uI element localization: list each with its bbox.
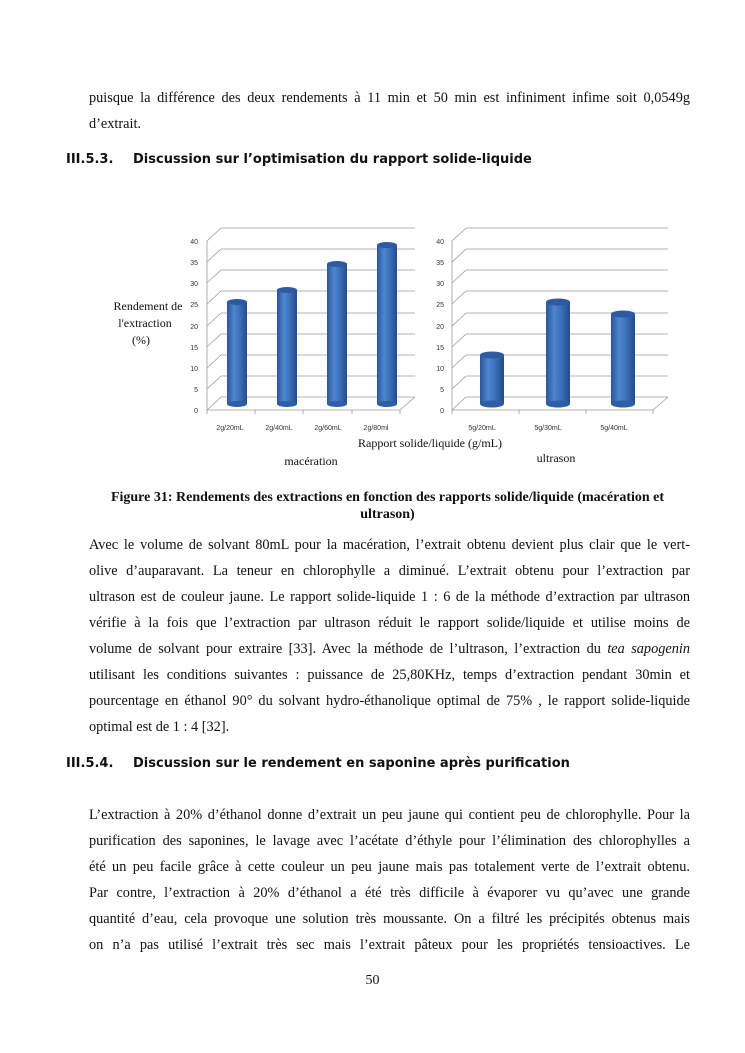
section-number: III.5.3. [66, 152, 114, 167]
caption-line: ultrason) [360, 507, 415, 522]
ultrason-title: ultrason [536, 451, 576, 465]
ultrason-chart [436, 228, 668, 465]
text-line: L’extraction à 20% d’éthanol donne d’extrait un peu jaune qui contient peu de chlorophylle. Pour la [89, 807, 690, 823]
caption-line: Figure 31: Rendements des extractions en fonction des rapports solide/liquide (macération et [110, 490, 665, 505]
section-title: Discussion sur le rendement en saponine après purification [133, 756, 570, 771]
text-line: vérifie à la fois que l’extraction par ultrason réduit le rapport solide/liquide et utilise moins de [89, 615, 690, 631]
y-axis-label-line: (%) [132, 333, 150, 347]
y-tick: 20 [436, 324, 444, 331]
y-tick: 35 [190, 260, 198, 267]
section-heading-354 [66, 756, 570, 771]
y-tick: 20 [190, 324, 198, 331]
y-tick: 30 [190, 281, 198, 288]
x-category: 5g/20mL [468, 425, 496, 432]
maceration-chart [114, 228, 415, 468]
y-axis-label-line: Rendement de [113, 299, 183, 313]
x-category: 2g/80ml [363, 425, 389, 432]
bar-5g-20ml [480, 352, 504, 408]
paragraph-ratio-discussion [89, 532, 690, 740]
y-tick: 25 [436, 302, 444, 309]
x-category: 2g/60mL [314, 425, 342, 432]
text-line: ultrason est de couleur jaune. Le rapport solide-liquide 1 : 6 de la méthode d’extraction par ultrason [89, 589, 690, 605]
x-category: 2g/40mL [265, 425, 293, 432]
bar-5g-40ml [611, 311, 635, 408]
x-category: 5g/30mL [534, 425, 562, 432]
text-line: Par contre, l’extraction à 20% d’éthanol a été très difficile à évaporer vu qu’avec une grande [89, 885, 690, 901]
text-line [89, 636, 690, 662]
text-line: utilisant les conditions suivantes : puissance de 25,80KHz, temps d’extraction pendant 30min et [89, 667, 690, 683]
y-tick: 5 [194, 387, 198, 394]
x-category: 5g/40mL [600, 425, 628, 432]
y-tick: 35 [436, 260, 444, 267]
y-axis-label-line: l'extraction [118, 316, 172, 330]
bar-2g-60ml [327, 261, 347, 407]
paragraph-purification [89, 802, 690, 958]
y-tick: 0 [194, 408, 198, 415]
text-line: été un peu facile grâce à cette couleur un peu jaune mais pas totalement verte de l’extrait obtenu. [89, 859, 690, 875]
y-tick: 10 [190, 366, 198, 373]
text-line: quantité d’eau, cela provoque une solution très moussante. On a filtré les précipités obtenus mais [89, 911, 690, 927]
y-tick: 10 [436, 366, 444, 373]
text-line: purification des saponines, le lavage avec l’acétate d’éthyle pour l’élimination des chlorophylles a [89, 833, 690, 849]
section-title: Discussion sur l’optimisation du rapport solide-liquide [133, 152, 532, 167]
y-tick: 40 [190, 239, 198, 246]
italic-term: tea sapogenin [607, 641, 690, 657]
text-line: d’extrait. [89, 116, 142, 132]
text-line: pourcentage en éthanol 90° du solvant hydro-éthanolique optimal de 75% , le rapport solide-liquide [89, 693, 690, 709]
bar-2g-40ml [277, 287, 297, 407]
intro-paragraph [89, 85, 690, 137]
text-line: puisque la différence des deux rendements à 11 min et 50 min est infiniment infime soit 0,0549g [89, 90, 690, 106]
text-line: optimal est de 1 : 4 [32]. [89, 719, 230, 735]
page-number: 50 [365, 973, 380, 988]
x-axis-label: Rapport solide/liquide (g/mL) [358, 436, 502, 450]
y-tick: 15 [436, 345, 444, 352]
y-tick: 0 [440, 408, 444, 415]
x-category: 2g/20mL [216, 425, 244, 432]
text-line: Avec le volume de solvant 80mL pour la macération, l’extrait obtenu devient plus clair que le vert- [89, 537, 690, 553]
figure-31-chart [110, 215, 690, 475]
text-line: on n’a pas utilisé l’extrait très sec mais l’extrait pâteux pour les propriétés tensioactives. Le [89, 937, 690, 953]
bar-2g-20ml [227, 299, 247, 407]
y-tick: 5 [440, 387, 444, 394]
figure-caption [80, 489, 695, 523]
section-number: III.5.4. [66, 756, 114, 771]
maceration-title: macération [284, 454, 338, 468]
bar-2g-80ml [377, 242, 397, 407]
section-heading-353 [66, 152, 532, 167]
text-segment: volume de solvant pour extraire [33]. Avec la méthode de l’ultrason, l’extraction du [89, 641, 608, 657]
y-tick: 15 [190, 345, 198, 352]
bar-5g-30ml [546, 299, 570, 408]
y-tick: 25 [190, 302, 198, 309]
y-tick: 30 [436, 281, 444, 288]
y-tick: 40 [436, 239, 444, 246]
text-line: olive d’auparavant. La teneur en chlorophylle a diminué. L’extrait obtenu pour l’extraction par [89, 563, 690, 579]
